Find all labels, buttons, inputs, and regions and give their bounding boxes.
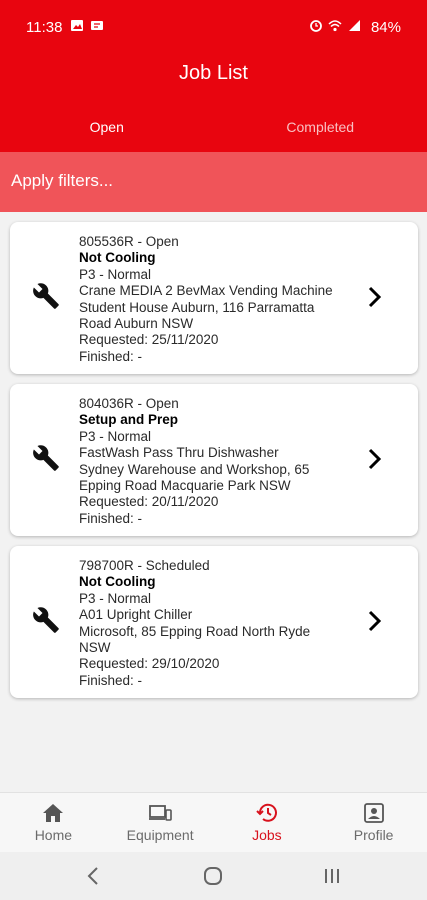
status-time: 11:38 <box>26 19 63 36</box>
chevron-right-icon[interactable] <box>368 286 382 308</box>
job-finished: Finished: - <box>79 672 143 688</box>
account-box-icon <box>362 802 386 824</box>
home-icon <box>41 802 65 824</box>
devices-icon <box>148 802 172 824</box>
wifi-icon <box>328 19 342 32</box>
wrench-icon <box>32 282 60 310</box>
job-priority: P3 - Normal <box>79 266 152 282</box>
job-equipment: FastWash Pass Thru Dishwasher <box>79 445 279 461</box>
nav-home-label: Home <box>34 827 73 843</box>
job-equipment: A01 Upright Chiller <box>79 607 193 623</box>
job-priority: P3 - Normal <box>79 590 152 606</box>
tab-open[interactable]: Open <box>89 119 124 135</box>
bottom-navigation <box>0 792 427 852</box>
message-notification-icon <box>90 19 104 32</box>
job-address-line-2: Epping Road Macquarie Park NSW <box>79 478 291 494</box>
job-tabs <box>0 110 427 152</box>
nav-equipment[interactable] <box>107 793 214 852</box>
signal-icon <box>347 19 361 32</box>
nav-jobs[interactable] <box>214 793 321 852</box>
job-priority: P3 - Normal <box>79 428 152 444</box>
page-title: Job List <box>179 62 248 84</box>
job-finished: Finished: - <box>79 510 143 526</box>
job-issue: Setup and Prep <box>79 412 179 428</box>
job-card[interactable] <box>10 546 418 698</box>
nav-profile[interactable] <box>320 793 427 852</box>
job-issue: Not Cooling <box>79 574 156 590</box>
nav-equipment-label: Equipment <box>126 827 194 843</box>
wrench-icon <box>32 444 60 472</box>
app-header <box>0 0 427 152</box>
history-icon <box>255 802 279 824</box>
nav-jobs-label: Jobs <box>252 827 282 843</box>
job-id-status: 805536R - Open <box>79 234 179 249</box>
back-icon[interactable] <box>86 866 100 886</box>
system-navigation-bar <box>0 852 427 900</box>
job-address-line-1: Sydney Warehouse and Workshop, 65 <box>79 461 310 477</box>
nav-home[interactable] <box>0 793 107 852</box>
job-finished: Finished: - <box>79 348 143 364</box>
chevron-right-icon[interactable] <box>368 448 382 470</box>
chevron-right-icon[interactable] <box>368 610 382 632</box>
job-address-line-2: NSW <box>79 640 111 656</box>
job-requested: Requested: 25/11/2020 <box>79 332 219 348</box>
job-equipment: Crane MEDIA 2 BevMax Vending Machine <box>79 283 333 299</box>
nav-profile-label: Profile <box>353 827 394 843</box>
job-card[interactable] <box>10 222 418 374</box>
wrench-icon <box>32 606 60 634</box>
apply-filters-button[interactable]: Apply filters... <box>0 152 427 212</box>
job-list <box>10 222 418 708</box>
job-id-status: 798700R - Scheduled <box>79 558 210 573</box>
tab-completed[interactable]: Completed <box>286 119 355 135</box>
job-address-line-2: Road Auburn NSW <box>79 316 194 332</box>
job-card[interactable] <box>10 384 418 536</box>
recent-apps-icon[interactable] <box>322 866 342 886</box>
job-requested: Requested: 29/10/2020 <box>79 656 220 672</box>
gallery-notification-icon <box>70 19 84 32</box>
job-address-line-1: Student House Auburn, 116 Parramatta <box>79 299 315 315</box>
job-issue: Not Cooling <box>79 250 156 266</box>
job-requested: Requested: 20/11/2020 <box>79 494 219 510</box>
battery-level: 84% <box>370 19 401 36</box>
job-id-status: 804036R - Open <box>79 396 179 411</box>
home-circle-icon[interactable] <box>203 866 223 886</box>
alarm-icon <box>309 19 323 32</box>
status-bar <box>0 0 427 50</box>
job-address-line-1: Microsoft, 85 Epping Road North Ryde <box>79 623 311 639</box>
